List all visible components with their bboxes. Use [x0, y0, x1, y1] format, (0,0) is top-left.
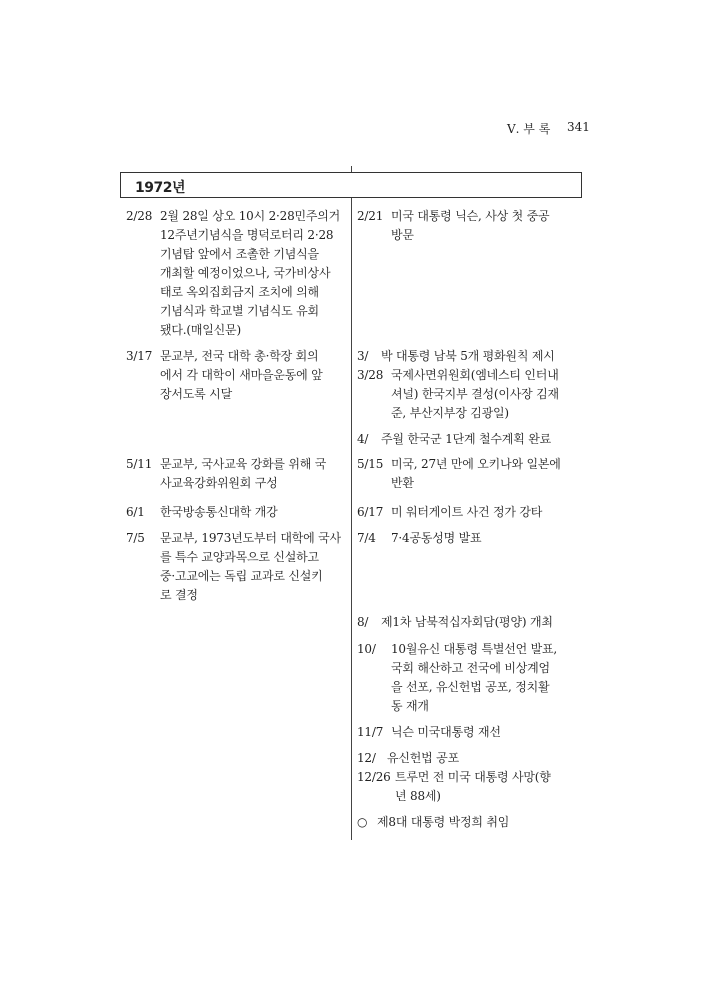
entry-date: 5/11 — [126, 457, 153, 471]
entry-text: 문교부, 1973년도부터 대학에 국사 를 특수 교양과목으로 신설하고 중·고교에는 독립 교과로 신설키 로 결정 — [160, 531, 341, 602]
entry-date: 3/17 — [126, 349, 153, 363]
entry-text: 트루먼 전 미국 대통령 사망(향 년 88세) — [395, 770, 551, 803]
left-entry-0705 — [126, 529, 346, 605]
entry-date: 7/4 — [357, 531, 376, 545]
entry-text: 미 워터게이트 사건 정가 강타 — [391, 505, 543, 519]
section-label: Ⅴ. 부 록 — [507, 122, 551, 136]
right-entry-12 — [357, 749, 583, 768]
left-entry-0601 — [126, 503, 346, 522]
entry-date: 10/ — [357, 642, 376, 656]
entry-text: 제8대 대통령 박정희 취임 — [377, 815, 510, 829]
right-entry-1107 — [357, 723, 583, 742]
right-entry-08 — [357, 613, 583, 632]
right-entry-10 — [357, 640, 583, 716]
entry-text: 유신헌법 공포 — [387, 751, 459, 765]
entry-date: 12/ — [357, 751, 376, 765]
entry-text: 10월유신 대통령 특별선언 발표, 국회 해산하고 전국에 비상계엄 을 선포, 유신헌법 공포, 정치활 동 재개 — [391, 642, 558, 713]
left-entry-0228 — [126, 207, 346, 340]
entry-text: 미국, 27년 만에 오키나와 일본에 반환 — [391, 457, 561, 490]
bullet-marker: ○ — [357, 815, 368, 829]
page-number: 341 — [567, 120, 590, 134]
right-entry-04 — [357, 430, 583, 449]
entry-date: 7/5 — [126, 531, 145, 545]
entry-date: 2/28 — [126, 209, 153, 223]
entry-date: 11/7 — [357, 725, 384, 739]
entry-date: 4/ — [357, 432, 369, 446]
entry-text: 미국 대통령 닉슨, 사상 첫 중공 방문 — [391, 209, 550, 242]
right-entry-0704 — [357, 529, 583, 548]
entry-date: 12/26 — [357, 770, 391, 784]
entry-date: 6/1 — [126, 505, 145, 519]
entry-text: 제1차 남북적십자회담(평양) 개최 — [381, 615, 553, 629]
right-entry-0617 — [357, 503, 583, 522]
entry-text: 문교부, 국사교육 강화를 위해 국 사교육강화위원회 구성 — [160, 457, 327, 490]
right-entry-0515 — [357, 455, 583, 493]
entry-text: 2월 28일 상오 10시 2·28민주의거 12주년기념식을 명덕로터리 2·28 기념탑 앞에서 조촐한 기념식을 개최할 예정이었으나, 국가비상사 태로 옥외집회금지 조치에 의해 기념식과 학교별 기념식도 유회 됐다.(매일신문) — [160, 209, 341, 337]
entry-date: 3/ — [357, 349, 369, 363]
year-title-box — [120, 172, 582, 198]
right-entry-03 — [357, 347, 583, 366]
column-divider — [351, 198, 352, 840]
entry-text: 한국방송통신대학 개강 — [160, 505, 278, 519]
right-entry-inauguration — [357, 813, 583, 832]
entry-date: 8/ — [357, 615, 369, 629]
entry-text: 국제사면위원회(엠네스티 인터내 셔널) 한국지부 결성(이사장 김재 준, 부산지부장 김광일) — [391, 368, 559, 420]
left-entry-0317 — [126, 347, 346, 404]
entry-text: 7·4공동성명 발표 — [391, 531, 482, 545]
year-title: 1972년 — [135, 180, 185, 196]
entry-date: 2/21 — [357, 209, 384, 223]
entry-text: 박 대통령 남북 5개 평화원칙 제시 — [381, 349, 555, 363]
entry-text: 문교부, 전국 대학 총·학장 회의 에서 각 대학이 새마을운동에 앞 장서도록 시달 — [160, 349, 323, 401]
right-entry-0328 — [357, 366, 583, 423]
entry-text: 닉슨 미국대통령 재선 — [391, 725, 501, 739]
right-entry-0221 — [357, 207, 583, 245]
entry-date: 5/15 — [357, 457, 384, 471]
left-entry-0511 — [126, 455, 346, 493]
entry-text: 주월 한국군 1단계 철수계획 완료 — [381, 432, 551, 446]
right-entry-1226 — [357, 768, 583, 806]
entry-date: 6/17 — [357, 505, 384, 519]
entry-date: 3/28 — [357, 368, 384, 382]
